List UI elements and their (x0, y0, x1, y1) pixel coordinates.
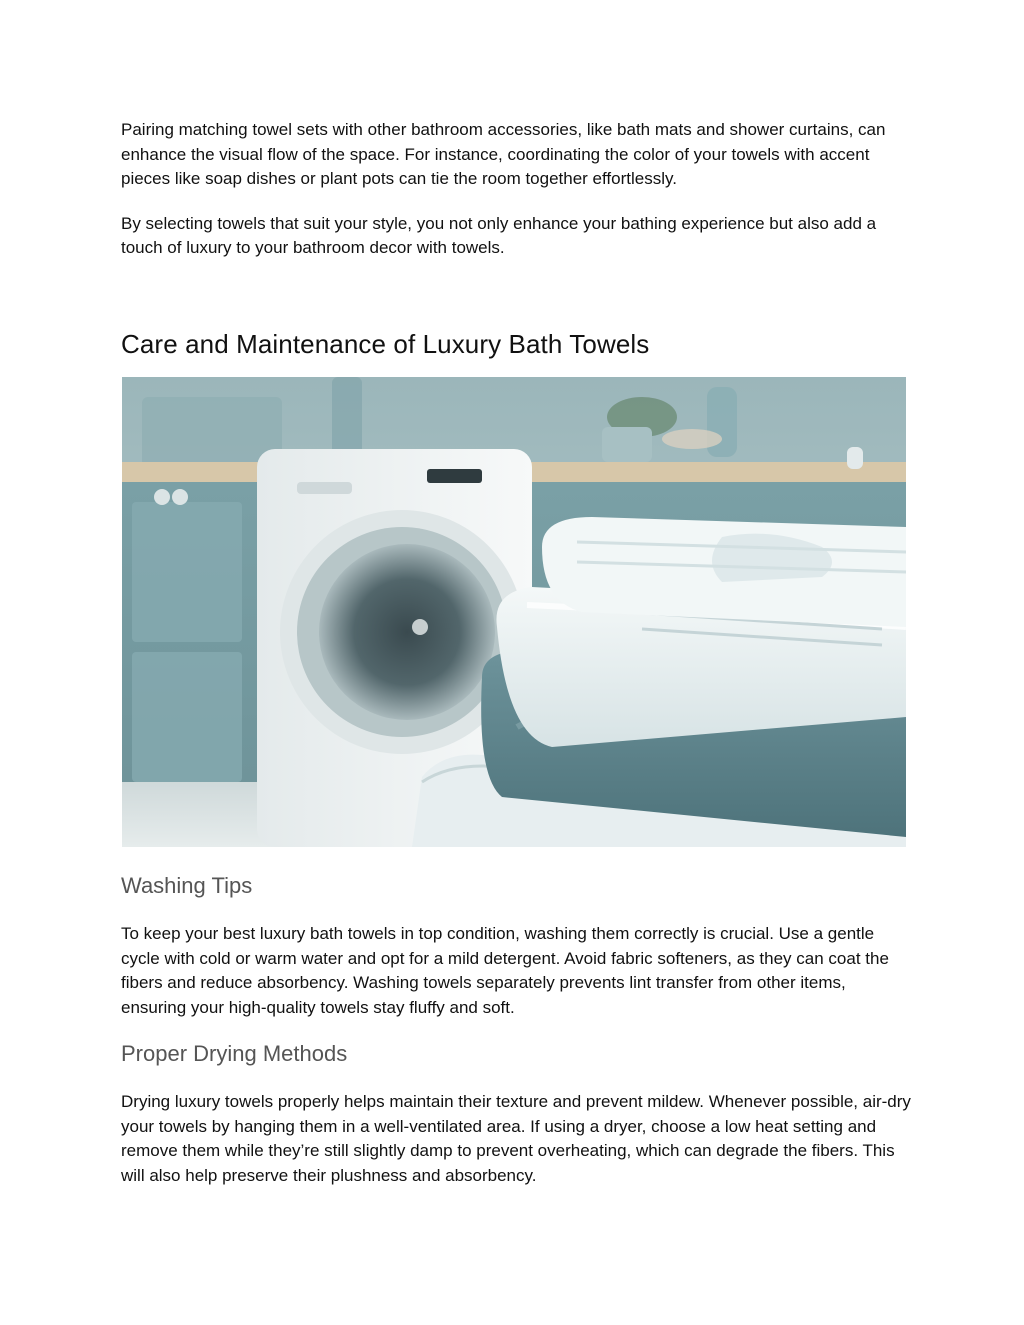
washing-tips-paragraph: To keep your best luxury bath towels in top condition, washing them correctly is crucial. Use a gentle cycle with cold or warm water and opt for a mild detergent. Avoid fabric softeners, as they can coat the fibers and reduce absorbency. Washing towels separately prevents lint transfer from other items, ensuring your high-quality towels stay fluffy and soft. (121, 924, 889, 1017)
photo-laundry-towels-icon (122, 377, 906, 847)
intro-paragraph-1: Pairing matching towel sets with other bathroom accessories, like bath mats and shower curtains, can enhance the visual flow of the space. For instance, coordinating the color of your towels with accent pieces like soap dishes or plant pots can tie the room together effortlessly. (121, 120, 886, 188)
intro-paragraph-2: By selecting towels that suit your style, you not only enhance your bathing experience but also add a touch of luxury to your bathroom decor with towels. (121, 213, 877, 257)
drying-methods-heading: Proper Drying Methods (121, 1041, 348, 1066)
care-section-heading: Care and Maintenance of Luxury Bath Towels (121, 329, 650, 359)
document-page (121, 118, 911, 261)
washing-tips-heading: Washing Tips (121, 873, 253, 898)
drying-methods-paragraph: Drying luxury towels properly helps maintain their texture and prevent mildew. Whenever possible, air-dry your towels by hanging them in a well-ventilated area. If using a dryer, choose a low heat setting and remove them while they’re still slightly damp to prevent overheating, which can degrade the fibers. This will also help preserve their plushness and absorbency. (121, 1092, 911, 1185)
laundry-towels-photo (122, 377, 906, 847)
